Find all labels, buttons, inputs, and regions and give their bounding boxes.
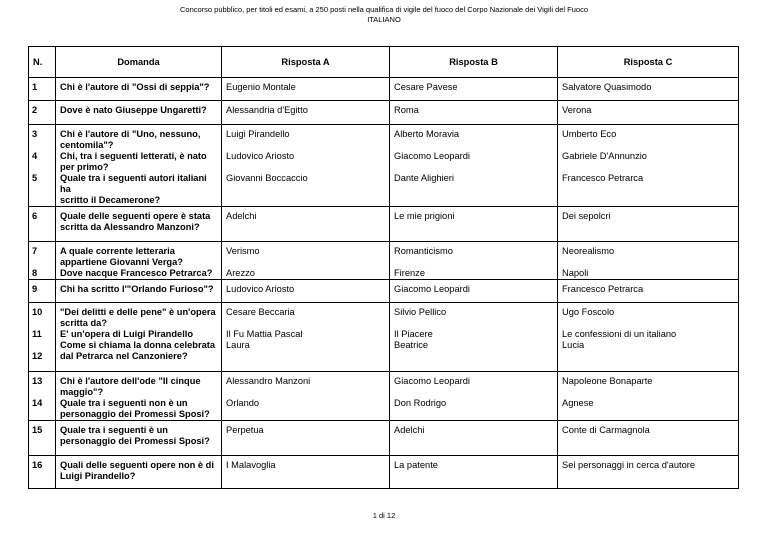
document-header-title: Concorso pubblico, per titoli ed esami, a 250 posti nella qualifica di vigile del fuoco del Corpo Nazionale dei Vigili del Fuoco — [179, 5, 589, 14]
answer-b-cell — [390, 303, 558, 372]
question-number-cell — [29, 372, 56, 421]
table-row — [29, 101, 739, 125]
question-text: Chi, tra i seguenti letterati, è nato — [60, 151, 207, 161]
answer-a-cell — [222, 101, 390, 125]
answer-b-text: Giacomo Leopardi — [394, 376, 470, 386]
answer-c-text: Gabriele D'Annunzio — [562, 151, 647, 161]
answer-a-text: Ludovico Ariosto — [226, 284, 295, 294]
question-cell — [56, 421, 222, 456]
answer-b-text: Giacomo Leopardi — [394, 151, 470, 161]
table-row — [29, 125, 739, 207]
question-number: 11 — [32, 329, 42, 339]
question-text: Quale tra i seguenti non è un — [60, 398, 188, 408]
question-cell — [56, 456, 222, 489]
answer-c-text: Salvatore Quasimodo — [562, 82, 652, 92]
answer-a-text — [226, 257, 385, 268]
answer-b-text — [394, 140, 553, 151]
question-text: scritta da? — [60, 318, 108, 328]
question-text: Come si chiama la donna celebrata — [60, 340, 216, 350]
answer-c-text: Dei sepolcri — [562, 211, 611, 221]
question-cell — [56, 78, 222, 101]
answer-b-text — [394, 257, 553, 268]
answer-c-cell — [558, 280, 739, 303]
answer-a-text: Eugenio Montale — [226, 82, 296, 92]
question-text: A quale corrente letteraria — [60, 246, 175, 256]
column-header-answer-b: Risposta B — [390, 47, 558, 78]
answer-b-text: Beatrice — [394, 340, 429, 350]
answer-a-text: I Malavoglia — [226, 460, 276, 470]
answer-c-text: Francesco Petrarca — [562, 173, 644, 183]
answer-c-cell — [558, 421, 739, 456]
answer-b-text: Alberto Moravia — [394, 129, 460, 139]
question-text: Quale tra i seguenti autori italiani ha — [60, 173, 207, 194]
question-cell — [56, 101, 222, 125]
question-text: maggio"? — [60, 387, 104, 397]
table-row — [29, 421, 739, 456]
question-number-cell — [29, 78, 56, 101]
answer-c-text: Francesco Petrarca — [562, 284, 644, 294]
question-number: 12 — [32, 351, 43, 361]
question-cell — [56, 280, 222, 303]
answer-a-text: Laura — [226, 340, 250, 350]
answer-a-text — [226, 318, 385, 329]
question-number: 4 — [32, 151, 38, 161]
question-number-cell — [29, 242, 56, 280]
answer-b-text: Silvio Pellico — [394, 307, 447, 317]
table-row — [29, 78, 739, 101]
table-header-row — [29, 47, 739, 78]
answer-b-text: Firenze — [394, 268, 426, 278]
question-text: Chi è l'autore di "Uno, nessuno, — [60, 129, 201, 139]
answer-a-text: Verismo — [226, 246, 260, 256]
answer-b-cell — [390, 372, 558, 421]
answer-c-text: Napoleone Bonaparte — [562, 376, 653, 386]
answer-c-cell — [558, 125, 739, 207]
answer-b-cell — [390, 125, 558, 207]
question-text: "Dei delitti e delle pene" è un'opera — [60, 307, 216, 317]
question-number: 6 — [32, 211, 38, 221]
answer-b-text: La patente — [394, 460, 438, 470]
question-text: Quale tra i seguenti è un personaggio dei Promessi Sposi? — [60, 425, 210, 446]
question-cell — [56, 372, 222, 421]
answer-c-cell — [558, 101, 739, 125]
question-text: Chi ha scritto l'"Orlando Furioso"? — [60, 284, 214, 294]
answer-b-text — [394, 318, 553, 329]
answer-a-cell — [222, 207, 390, 242]
answer-b-cell — [390, 421, 558, 456]
question-cell — [56, 207, 222, 242]
answer-a-text: Adelchi — [226, 211, 257, 221]
answer-b-cell — [390, 280, 558, 303]
answer-a-text: Orlando — [226, 398, 260, 408]
answer-a-cell — [222, 280, 390, 303]
answer-b-text: Roma — [394, 105, 419, 115]
answer-b-text: Romanticismo — [394, 246, 453, 256]
question-text: Quale delle seguenti opere è stata scritta da Alessandro Manzoni? — [60, 211, 211, 232]
table-row — [29, 242, 739, 280]
answer-c-cell — [558, 78, 739, 101]
answer-c-text: Ugo Foscolo — [562, 307, 615, 317]
answer-c-text — [562, 162, 734, 173]
answer-c-cell — [558, 242, 739, 280]
column-header-answer-c: Risposta C — [558, 47, 739, 78]
answer-c-cell — [558, 456, 739, 489]
answer-c-text: Agnese — [562, 398, 594, 408]
table-row — [29, 456, 739, 489]
question-number: 10 — [32, 307, 43, 317]
answer-b-cell — [390, 78, 558, 101]
question-text: dal Petrarca nel Canzoniere? — [60, 351, 188, 361]
answer-c-text: Umberto Eco — [562, 129, 617, 139]
answer-a-cell — [222, 303, 390, 372]
answer-a-cell — [222, 372, 390, 421]
question-text: E' un'opera di Luigi Pirandello — [60, 329, 194, 339]
question-text: Chi è l'autore di "Ossi di seppia"? — [60, 82, 210, 92]
answer-b-text: Dante Alighieri — [394, 173, 454, 183]
answer-c-text: Verona — [562, 105, 592, 115]
answer-a-cell — [222, 78, 390, 101]
answer-c-text: Conte di Carmagnola — [562, 425, 650, 435]
answer-b-cell — [390, 456, 558, 489]
answer-b-text: Adelchi — [394, 425, 425, 435]
table-row — [29, 303, 739, 372]
question-number: 9 — [32, 284, 38, 294]
question-cell — [56, 242, 222, 280]
answer-a-text: Perpetua — [226, 425, 264, 435]
table-row — [29, 372, 739, 421]
answer-a-text — [226, 162, 385, 173]
question-cell — [56, 303, 222, 372]
answer-b-text — [394, 162, 553, 173]
question-number: 7 — [32, 246, 38, 256]
answer-c-cell — [558, 303, 739, 372]
quiz-table — [28, 46, 739, 489]
question-number: 8 — [32, 268, 38, 278]
table-row — [29, 207, 739, 242]
answer-c-text: Lucia — [562, 340, 585, 350]
question-text: appartiene Giovanni Verga? — [60, 257, 183, 267]
answer-c-text — [562, 140, 734, 151]
answer-c-cell — [558, 207, 739, 242]
answer-b-cell — [390, 101, 558, 125]
answer-c-text — [562, 257, 734, 268]
answer-a-text: Ludovico Ariosto — [226, 151, 295, 161]
question-number-cell — [29, 101, 56, 125]
question-number-cell — [29, 280, 56, 303]
answer-a-text: Cesare Beccaria — [226, 307, 295, 317]
column-header-answer-a: Risposta A — [222, 47, 390, 78]
question-number: 15 — [32, 425, 43, 435]
question-number: 2 — [32, 105, 38, 115]
answer-c-text: Le confessioni di un italiano — [562, 329, 677, 339]
question-text: centomila"? — [60, 140, 114, 150]
answer-c-cell — [558, 372, 739, 421]
answer-a-text: Alessandro Manzoni — [226, 376, 311, 386]
question-number-cell — [29, 456, 56, 489]
question-number: 5 — [32, 173, 38, 183]
question-text: per primo? — [60, 162, 109, 172]
answer-c-text: Sei personaggi in cerca d'autore — [562, 460, 696, 470]
answer-a-cell — [222, 456, 390, 489]
answer-b-text: Cesare Pavese — [394, 82, 458, 92]
answer-b-text: Il Piacere — [394, 329, 433, 339]
question-number-cell — [29, 303, 56, 372]
document-header-subject: ITALIANO — [367, 15, 401, 24]
question-text: Dove nacque Francesco Petrarca? — [60, 268, 213, 278]
question-text: scritto il Decamerone? — [60, 195, 161, 205]
column-header-number: N. — [29, 47, 56, 78]
column-header-question: Domanda — [56, 47, 222, 78]
answer-a-text: Luigi Pirandello — [226, 129, 290, 139]
answer-b-text — [394, 387, 553, 398]
answer-b-cell — [390, 242, 558, 280]
answer-a-cell — [222, 242, 390, 280]
answer-a-text: Il Fu Mattia Pascal — [226, 329, 303, 339]
question-cell — [56, 125, 222, 207]
question-number-cell — [29, 207, 56, 242]
page-number: 1 di 12 — [372, 511, 396, 520]
answer-a-cell — [222, 125, 390, 207]
answer-a-cell — [222, 421, 390, 456]
question-text: Quali delle seguenti opere non è di Luigi Pirandello? — [60, 460, 214, 481]
answer-c-text — [562, 318, 734, 329]
question-number: 1 — [32, 82, 38, 92]
question-number: 14 — [32, 398, 43, 408]
answer-b-text: Don Rodrigo — [394, 398, 447, 408]
question-text: Chi è l'autore dell'ode "Il cinque — [60, 376, 201, 386]
answer-a-text: Arezzo — [226, 268, 255, 278]
answer-a-text — [226, 387, 385, 398]
answer-c-text — [562, 387, 734, 398]
question-number: 13 — [32, 376, 43, 386]
answer-c-text: Napoli — [562, 268, 589, 278]
table-row — [29, 280, 739, 303]
answer-a-text: Giovanni Boccaccio — [226, 173, 308, 183]
answer-b-text: Giacomo Leopardi — [394, 284, 470, 294]
question-text: Dove è nato Giuseppe Ungaretti? — [60, 105, 207, 115]
question-number: 3 — [32, 129, 38, 139]
answer-b-cell — [390, 207, 558, 242]
question-number-cell — [29, 125, 56, 207]
answer-b-text: Le mie prigioni — [394, 211, 455, 221]
question-text: personaggio dei Promessi Sposi? — [60, 409, 210, 419]
answer-a-text: Alessandria d'Egitto — [226, 105, 308, 115]
question-number-cell — [29, 421, 56, 456]
answer-a-text — [226, 140, 385, 151]
question-number: 16 — [32, 460, 43, 470]
answer-c-text: Neorealismo — [562, 246, 615, 256]
